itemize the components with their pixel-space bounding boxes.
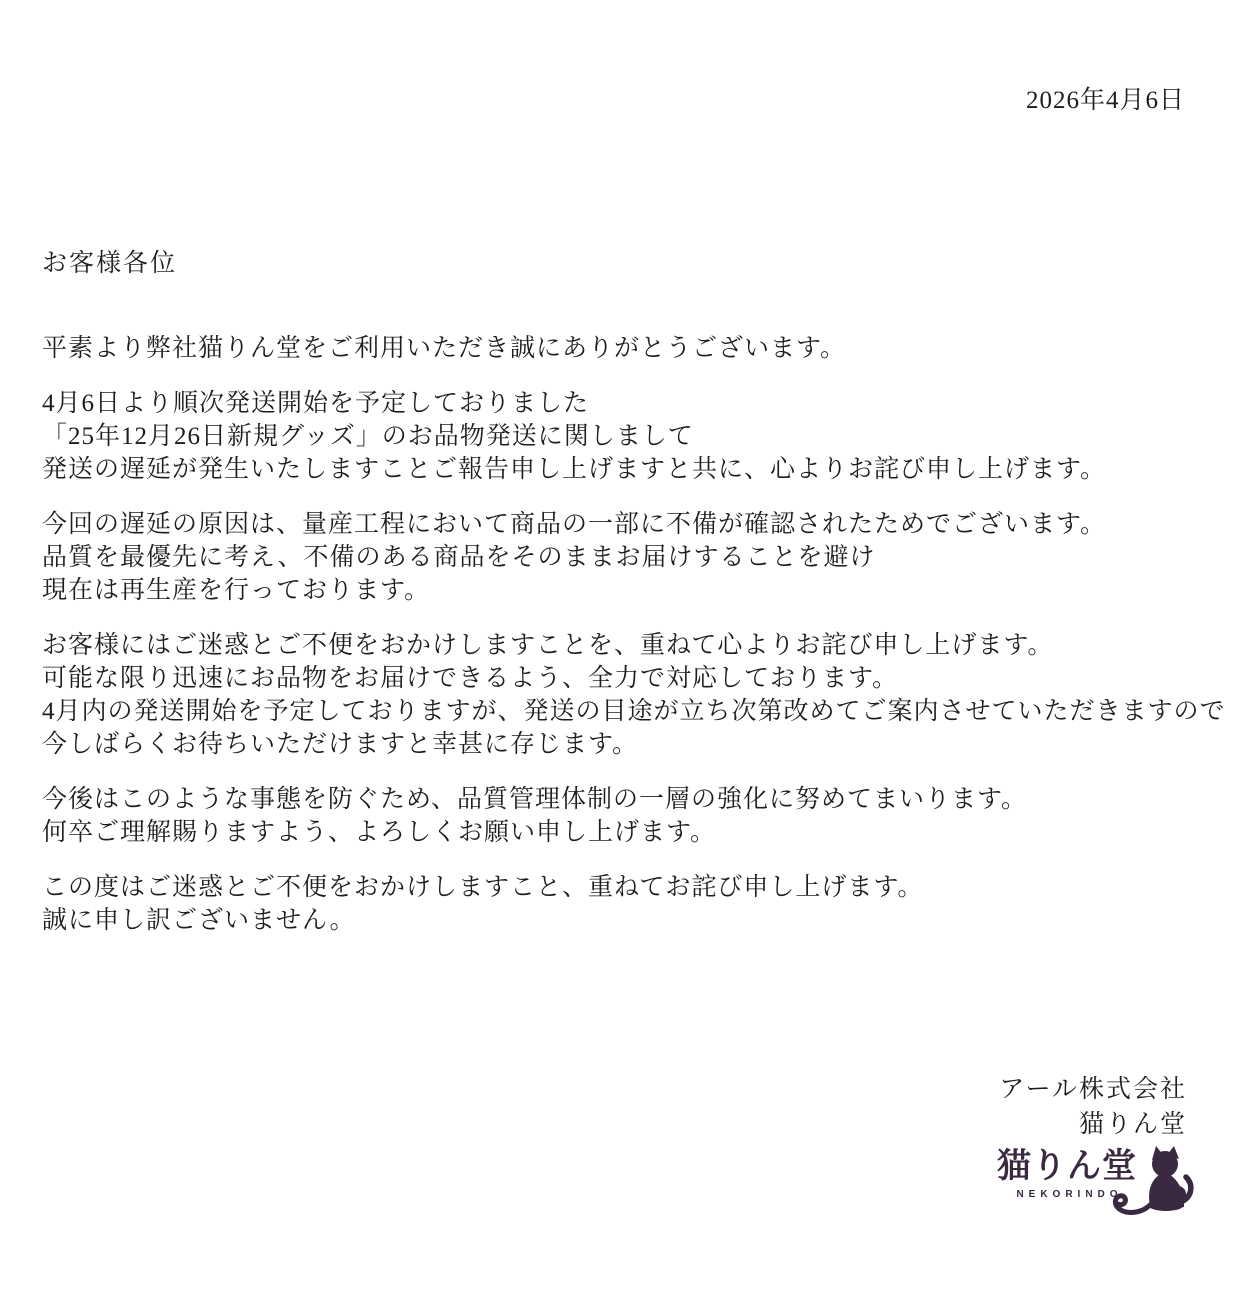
body-line: この度はご迷惑とご不便をおかけしますこと、重ねてお詫び申し上げます。 [42, 874, 924, 901]
letter-date: 2026年4月6日 [1025, 87, 1185, 114]
paragraph-prevention [42, 783, 1226, 849]
paragraph-closing-apology [42, 871, 1226, 937]
signature-company: アール株式会社 [999, 1076, 1187, 1103]
body-line: 品質を最優先に考え、不備のある商品をそのままお届けすることを避け [42, 544, 876, 571]
paragraph-announcement [42, 387, 1226, 486]
brand-logo-text-column [997, 1146, 1137, 1200]
brand-logo-name: 猫りん堂 [997, 1147, 1137, 1185]
body-line: お客様にはご迷惑とご不便をおかけしますことを、重ねて心よりお詫び申し上げます。 [42, 632, 1054, 659]
body-line: 「25年12月26日新規グッズ」のお品物発送に関しまして [42, 423, 694, 450]
body-line: 今回の遅延の原因は、量産工程において商品の一部に不備が確認されたためでございます。 [42, 511, 1107, 538]
body-line: 4月内の発送開始を予定しておりますが、発送の目途が立ち次第改めてご案内させていただきますので [42, 698, 1226, 725]
brand-logo-romaji: NEKORINDO [1016, 1189, 1123, 1200]
body-line: 何卒ご理解賜りますよう、よろしくお願い申し上げます。 [42, 819, 717, 846]
body-line: 誠に申し訳ございません。 [42, 907, 356, 934]
body-line: 今後はこのような事態を防ぐため、品質管理体制の一層の強化に努めてまいります。 [42, 786, 1028, 813]
paragraph-greeting [42, 332, 1226, 365]
signature-block [999, 1072, 1187, 1142]
signature-brand: 猫りん堂 [1078, 1111, 1187, 1138]
body-line: 平素より弊社猫りん堂をご利用いただき誠にありがとうございます。 [42, 335, 847, 362]
letter-body [42, 332, 1226, 959]
paragraph-cause [42, 508, 1226, 607]
brand-logo [997, 1146, 1195, 1214]
body-line: 現在は再生産を行っております。 [42, 577, 431, 604]
paragraph-apology-schedule [42, 629, 1226, 761]
body-line: 今しばらくお待ちいただけますと幸甚に存じます。 [42, 731, 639, 758]
recipient-line: お客様各位 [42, 250, 178, 277]
body-line: 可能な限り迅速にお品物をお届けできるよう、全力で対応しております。 [42, 665, 899, 692]
body-line: 発送の遅延が発生いたしますことご報告申し上げますと共に、心よりお詫び申し上げます。 [42, 456, 1107, 483]
sitting-cat-icon [1139, 1144, 1195, 1214]
body-line: 4月6日より順次発送開始を予定しておりました [42, 390, 590, 417]
